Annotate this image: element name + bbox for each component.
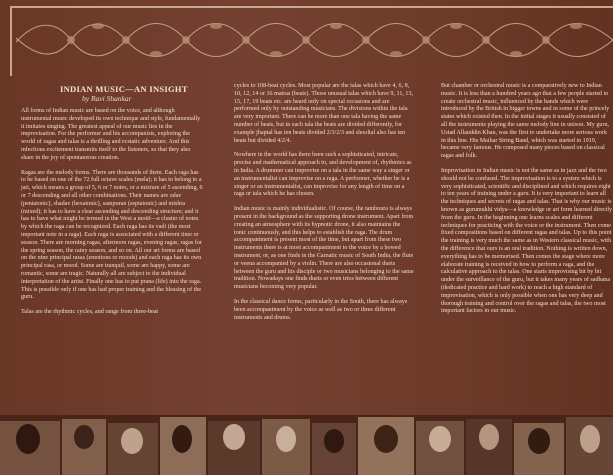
musicians-photo-strip (0, 415, 613, 475)
paragraph: But chamber or orchestral music is a comparatively new to Indian music. It is less than a hundred years ago that a few people started to create orchestral music, influenced by the bands which were introduced by the British in bigger towns and in some of the princely states which existed then. In the initial stages it usually consisted of all the instruments playing the same melody line in unison. My guru, Ustad Allauddin Khan, was the first to undertake more serious work in this line. His Maihar String Band, which was started in 1919, became very famous. He composed many pieces based on classical ragas and folk. (441, 83, 610, 160)
article-title: INDIAN MUSIC—AN INSIGHT (60, 84, 188, 94)
paragraph: Nowhere in the world has there been such a sophisticated, intricate, precise and mathematical approach to, and development of, rhythmics as in India. A drummer can improvise on a tala in the same way a singer or an instrumentalist can improvise on a raga. A performer, whether he is a singer or an instrumentalist, can improvise for any length of time on a raga or tala which he has chosen. (234, 152, 412, 198)
paragraph: cycles to 108-beat cycles. Most popular are the talas which have 4, 6, 8, 10, 12, 14 or 16 matras (beats). Those unusual talas which have 9, 11, 13, 15, 17, 19 beats etc. are heard only on special occasions and are performed only by outstanding musicians. The divisions within the tala are very important. There can be more than one tala having the same number of beats, but in each tala the beats are divided differently, for example jhaptal has ten beats divided 2/3/2/3 and shooltal also has ten beats but divided 4/2/4. (234, 83, 414, 144)
paragraph: Indian music is mainly individualistic. Of course, the tamboura is always present in the background as the supporting drone instrument. Apart from creating an atmosphere with its hypnotic drone, it also maintains the tonic continuously, and this helps to establish the raga. The drum accompaniment is present most of the time, but apart from these two instruments there is at most accompaniment to the voice by a bowed instrument, or, as one finds in the Carnatic music of South India, the flute or veena accompanied by a violin. There are also occasional duets between the guru and his disciple or two musicians belonging to the same tradition. Nowadays one finds duets or even trios between different musicians becoming very popular. (234, 206, 414, 291)
paragraph: Ragas are the melody forms. There are thousands of them. Each raga has to be based on one of the 72 full octave scales (mela); it has to belong to a jati, which means a group of 5, 6 or 7 notes, or a mixture of 5 ascending, 6 or 7 descending and all other combinations. Their names are odav (pentatonic), shadav (hexatonic), sampuran (septatonic) and mishra (mixed); it has to have a clear ascending and descending structure; and it has to have what might be termed in the West a motif—a cluster of notes by which the raga can be recognized. Each raga has its vadi (the most important note in a raga). Each raga is associated with a different time or season. There are morning ragas, afternoon ragas, evening ragas, ragas for the spring season, the rainy season, and so on. All our art forms are based on the nine principal rasas (emotions or moods) and each raga has its own principal rasa, or mood. Some are tranquil, some are happy, some are romantic, some are tragic. Naturally all are subject to the individual interpretation of the artist. Finally one has to put prana (life) into the raga. This is possible only if one has had proper training and the blessing of the guru. (21, 169, 203, 301)
paragraph: All forms of Indian music are based on the voice, and although instrumental music developed its own technique and style, fundamentally it imitates singing. The greatest appeal of our music lies in the improvisation. For the performer and his accompanists, exploring the world of ragas and talas is a thrilling and ecstatic adventure. And this infectious excitement transmits itself to the listeners, so that they also share in the joy of spontaneous creation. (21, 108, 201, 161)
text-column-3 (441, 83, 613, 323)
text-column-2 (234, 83, 414, 329)
article-byline: by Ravi Shankar (82, 94, 132, 103)
text-column-1 (21, 108, 204, 324)
paragraph: Improvisation in Indian music is not the same as in jazz and the two should not be confused. The improvisation is to a system which is very sophisticated, scientific and disciplined and which requires eight to ten years of training under a guru. It is very important to learn all the techniques and secrets of ragas and talas. That is why our music is known as gurumukhi vidya—a knowledge or art form learned directly from the guru. In the beginning one learns scales and different techniques for practicing with the voice or the instrument. Then come fixed compositions based on different ragas and talas. Up to this point the training is very much the same as in Western classical music, with the difference that ours is an oral tradition. Nothing is written down, everything has to be memorised. Then comes the stage where more elaborate training is received in how to perform a raga, and the calculative approach to the talas. One starts improvising bit by bit under the surveillance of the guru, but it takes many years of sadhana (dedicated practice and hard work) to reach a high standard of improvisation, which is only possible when one has very deep and thorough training and control over the ragas and talas, the two most important factors in our music. (441, 167, 613, 315)
paragraph: Talas are the rhythmic cycles, and range from three-beat (21, 309, 159, 316)
floral-ornament-band (16, 10, 613, 70)
paragraph: In the classical dance forms, particularly in the South, there has always been accompaniment by the voice as well as two or three different instruments and drums. (234, 298, 408, 321)
